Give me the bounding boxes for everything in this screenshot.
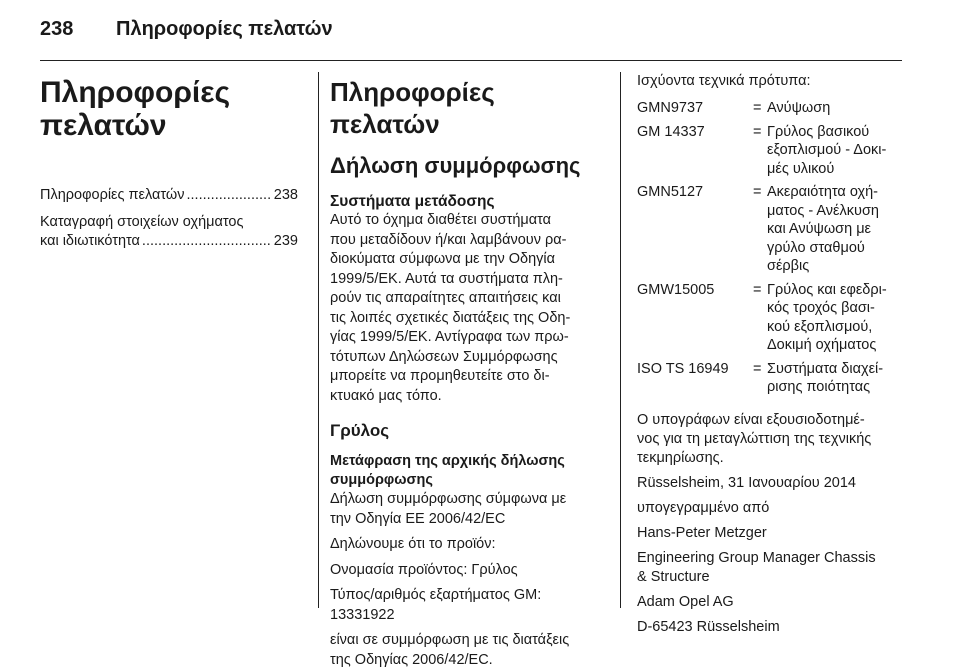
jack-paragraph: Δηλώνουμε ότι το προϊόν: (330, 536, 496, 552)
page-number: 238 (40, 18, 74, 40)
sidebar-column (40, 72, 298, 259)
table-of-contents (40, 186, 298, 251)
toc-page-number: 238 (273, 187, 298, 203)
column-divider-1 (318, 72, 319, 608)
standard-row: GMW15005 = Γρύλος και εφεδρι- κός τροχός βασι- κού εξοπλισμού, Δοκιμή οχήματος (637, 281, 887, 353)
jack-heading: Γρύλος (330, 421, 390, 440)
transmission-systems-heading: Συστήματα μετάδοσης (330, 193, 495, 210)
toc-entry[interactable]: Πληροφορίες πελατών ..... 238 (40, 186, 298, 205)
standard-row: GMN5127 = Ακεραιότητα οχή- ματος - Ανέλκυση και Ανύψωση με γρύλο σταθμού σέρβις (637, 184, 879, 274)
jack-paragraph: Δήλωση συμμόρφωσης σύμφωνα με την Οδηγία ΕΕ 2006/42/EC (330, 491, 567, 527)
chapter-title: Πληροφορίες πελατών (40, 76, 231, 142)
main-title: Πληροφορίες πελατών (330, 77, 495, 139)
toc-entry[interactable]: Καταγραφή στοιχείων οχήματος και ιδιωτικότητα ..... 239 (40, 213, 298, 251)
toc-leader-dots (142, 232, 272, 251)
jack-paragraph: Τύπος/αριθμός εξαρτήματος GM: 13331922 (330, 587, 542, 623)
right-column (637, 72, 903, 643)
standard-row: ISO TS 16949 = Συστήματα διαχεί- ρισης ποιότητας (637, 360, 884, 395)
column-divider-2 (620, 72, 621, 608)
jack-paragraph: είναι σε συμμόρφωση με τις διατάξεις της Οδηγίας 2006/42/EC. (330, 632, 570, 668)
section-title: Δήλωση συμμόρφωσης (330, 153, 581, 178)
standard-row: GM 14337 = Γρύλος βασικού εξοπλισμού - Δοκι- μές υλικού (637, 123, 887, 177)
standard-row: GMN9737 = Ανύψωση (637, 100, 831, 116)
signed-by-label: υπογεγραμμένο από (637, 499, 770, 516)
standards-intro: Ισχύοντα τεχνικά πρότυπα: (637, 73, 811, 89)
header-rule (40, 60, 902, 61)
translation-heading: Μετάφραση της αρχικής δήλωσης συμμόρφωσης (330, 453, 565, 488)
toc-page-number: 239 (273, 233, 298, 249)
page-header (40, 18, 333, 52)
transmission-systems-text: Αυτό το όχημα διαθέτει συστήματα που μεταδίδουν ή/και λαμβάνουν ρα- διοκύματα σύμφωνα με την Οδηγία 1999/5/ΕΚ. Αυτά τα συστήματα πλη- ρούν τις απαραίτητες απαιτήσεις και τις λοιπές σχετικές διατάξεις της Οδη- γίας 1999/5/ΕΚ. Αντίγραφα των πρω- τότυπων Δηλώσεων Συμμόρφωσης μπορείτε να προμηθευτείτε στο δι- κτυακό μας τόπο. (330, 212, 571, 404)
company-name: Adam Opel AG (637, 593, 734, 610)
standards-list (637, 99, 903, 397)
date-line: Rüsselsheim, 31 Ιανουαρίου 2014 (637, 474, 857, 491)
jack-paragraph: Ονομασία προϊόντος: Γρύλος (330, 561, 518, 578)
company-address: D-65423 Rüsselsheim (637, 618, 780, 635)
signer-name: Hans-Peter Metzger (637, 524, 767, 541)
main-column (330, 72, 606, 670)
running-title: Πληροφορίες πελατών (116, 18, 333, 40)
signatory-statement: Ο υπογράφων είναι εξουσιοδοτημέ- νος για τη μεταγλώττιση της τεχνικής τεκμηρίωσης. (637, 411, 872, 466)
toc-leader-dots (187, 186, 272, 205)
signer-role: Engineering Group Manager Chassis & Structure (637, 549, 876, 585)
